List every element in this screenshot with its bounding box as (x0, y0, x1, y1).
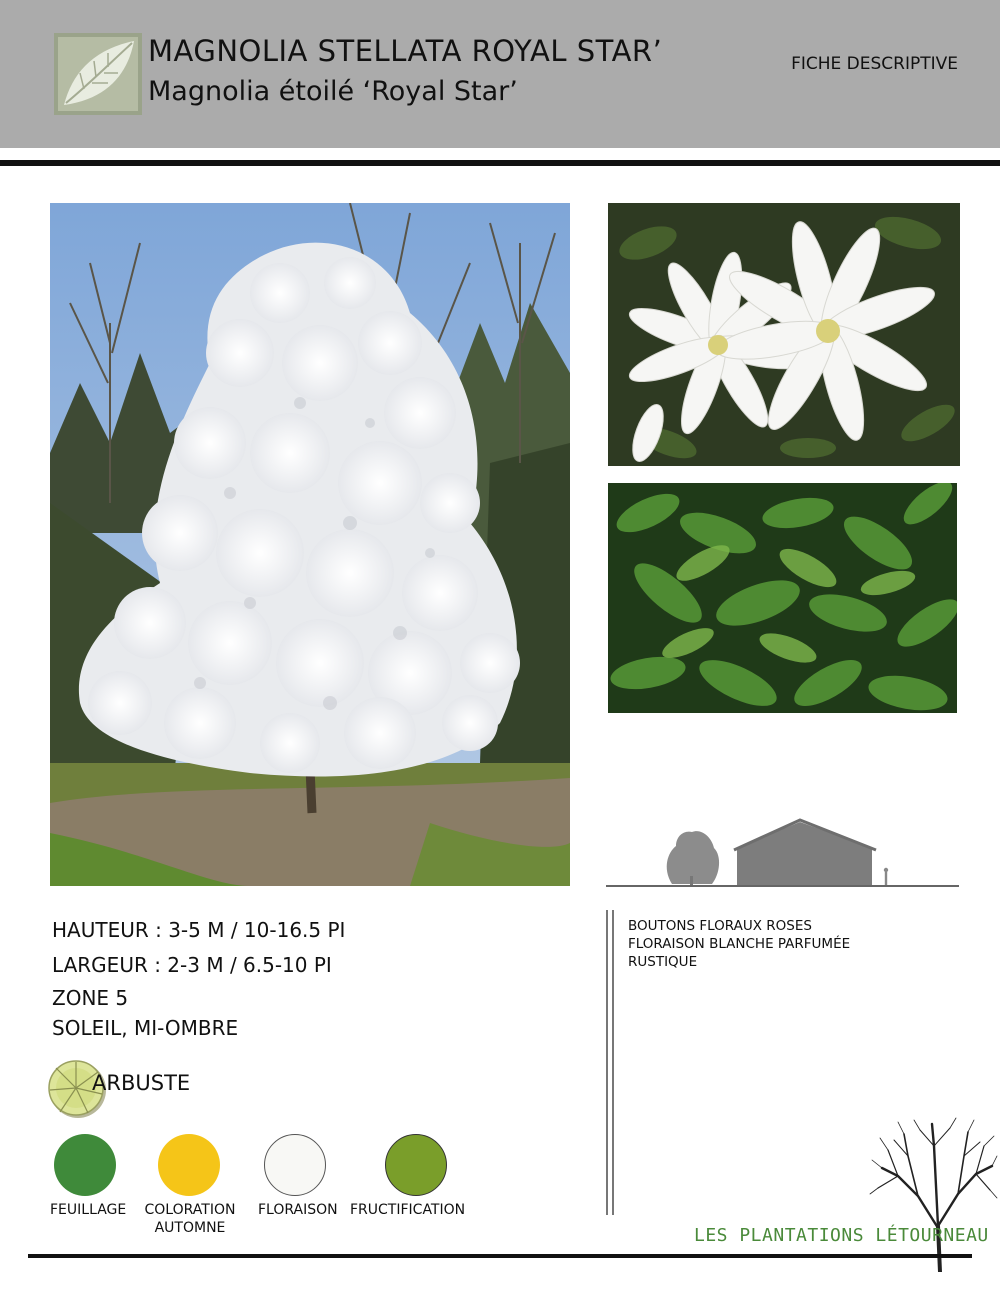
scale-diagram (662, 818, 962, 888)
bloom-label: FLORAISON (258, 1202, 338, 1218)
height-spec: HAUTEUR : 3-5 M / 10-16.5 PI (52, 918, 346, 942)
notes-divider-left (606, 910, 608, 1215)
bloom-color-swatch (264, 1134, 326, 1196)
footer-divider (28, 1254, 972, 1258)
specs-block (52, 913, 345, 1043)
zone-spec: ZONE 5 (52, 986, 129, 1010)
shrub-silhouette-icon (667, 831, 719, 886)
header-divider (0, 160, 1000, 166)
plant-french-name: Magnolia étoilé ‘Royal Star’ (148, 76, 518, 107)
note-item: BOUTONS FLORAUX ROSES (628, 918, 812, 934)
person-silhouette-icon (884, 868, 888, 885)
foliage-label: FEUILLAGE (50, 1202, 127, 1218)
house-silhouette-icon (734, 820, 876, 886)
notes-divider-right (612, 910, 614, 1215)
autumn-label: COLORATION AUTOMNE (144, 1202, 236, 1236)
fruit-color-swatch (385, 1134, 447, 1196)
note-item: RUSTIQUE (628, 954, 698, 970)
fruit-label: FRUCTIFICATION (350, 1202, 466, 1218)
plant-type-label: ARBUSTE (92, 1071, 191, 1095)
header-bar (0, 0, 1000, 148)
plant-latin-name: MAGNOLIA STELLATA ROYAL STAR’ (148, 34, 663, 68)
bare-tree-icon (868, 1116, 998, 1272)
autumn-color-swatch (158, 1134, 220, 1196)
ground-line (606, 885, 959, 887)
document-type: FICHE DESCRIPTIVE (791, 54, 958, 74)
tree-photo (50, 203, 570, 886)
exposure-spec: SOLEIL, MI-OMBRE (52, 1016, 239, 1040)
foliage-photo (608, 483, 957, 713)
note-item: FLORAISON BLANCHE PARFUMÉE (628, 936, 851, 952)
leaf-logo-icon (54, 33, 142, 115)
notes-list (628, 917, 850, 971)
foliage-color-swatch (54, 1134, 116, 1196)
flower-photo (608, 203, 960, 466)
width-spec: LARGEUR : 2-3 M / 6.5-10 PI (52, 953, 332, 977)
company-name: LES PLANTATIONS LÉTOURNEAU (694, 1225, 989, 1246)
